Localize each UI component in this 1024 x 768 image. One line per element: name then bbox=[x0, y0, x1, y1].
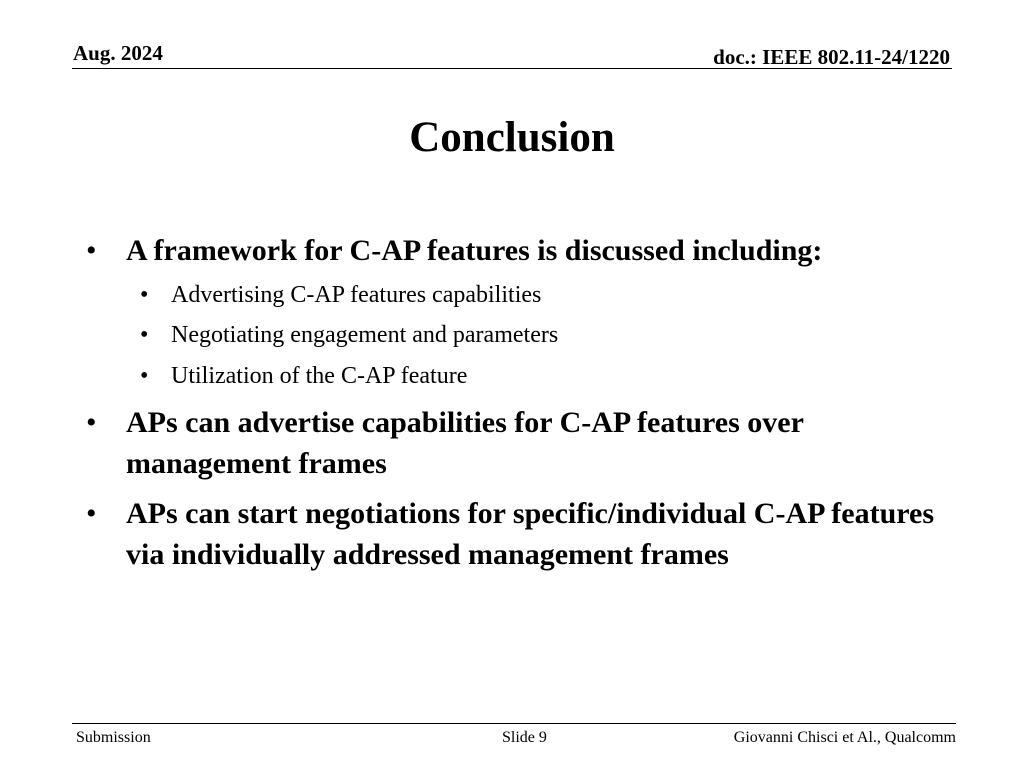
bullet-text: APs can advertise capabilities for C-AP features over management frames bbox=[126, 406, 804, 480]
bullet-item-3 bbox=[86, 493, 936, 575]
bullet-text: APs can start negotiations for specific/individual C-AP features via individually addressed management frames bbox=[126, 497, 935, 571]
sub-bullet-marker: • bbox=[140, 363, 149, 389]
bullet-item-1 bbox=[86, 230, 936, 271]
sub-bullet-item-2 bbox=[140, 320, 931, 350]
sub-bullet-text: Advertising C-AP features capabilities bbox=[171, 282, 542, 308]
bullet-text: A framework for C-AP features is discussed including: bbox=[126, 234, 823, 267]
bullet-marker: • bbox=[86, 497, 97, 530]
header-divider bbox=[72, 68, 952, 69]
bullet-marker: • bbox=[86, 406, 97, 439]
sub-bullet-marker: • bbox=[140, 322, 149, 348]
bullet-item-2 bbox=[86, 402, 936, 484]
sub-bullet-text: Utilization of the C-AP feature bbox=[171, 363, 468, 389]
footer-author: Giovanni Chisci et Al., Qualcomm bbox=[733, 729, 956, 746]
sub-bullet-item-1 bbox=[140, 280, 931, 310]
header-date: Aug. 2024 bbox=[73, 41, 163, 65]
bullet-marker: • bbox=[86, 234, 97, 267]
header-doc-id: doc.: IEEE 802.11-24/1220 bbox=[713, 45, 950, 69]
footer-slide-number: Slide 9 bbox=[502, 729, 547, 746]
footer-submission: Submission bbox=[76, 729, 151, 746]
sub-bullet-text: Negotiating engagement and parameters bbox=[171, 322, 559, 348]
slide-title: Conclusion bbox=[409, 114, 615, 161]
footer-divider bbox=[72, 723, 956, 724]
sub-bullet-item-3 bbox=[140, 361, 931, 391]
sub-bullet-marker: • bbox=[140, 282, 149, 308]
